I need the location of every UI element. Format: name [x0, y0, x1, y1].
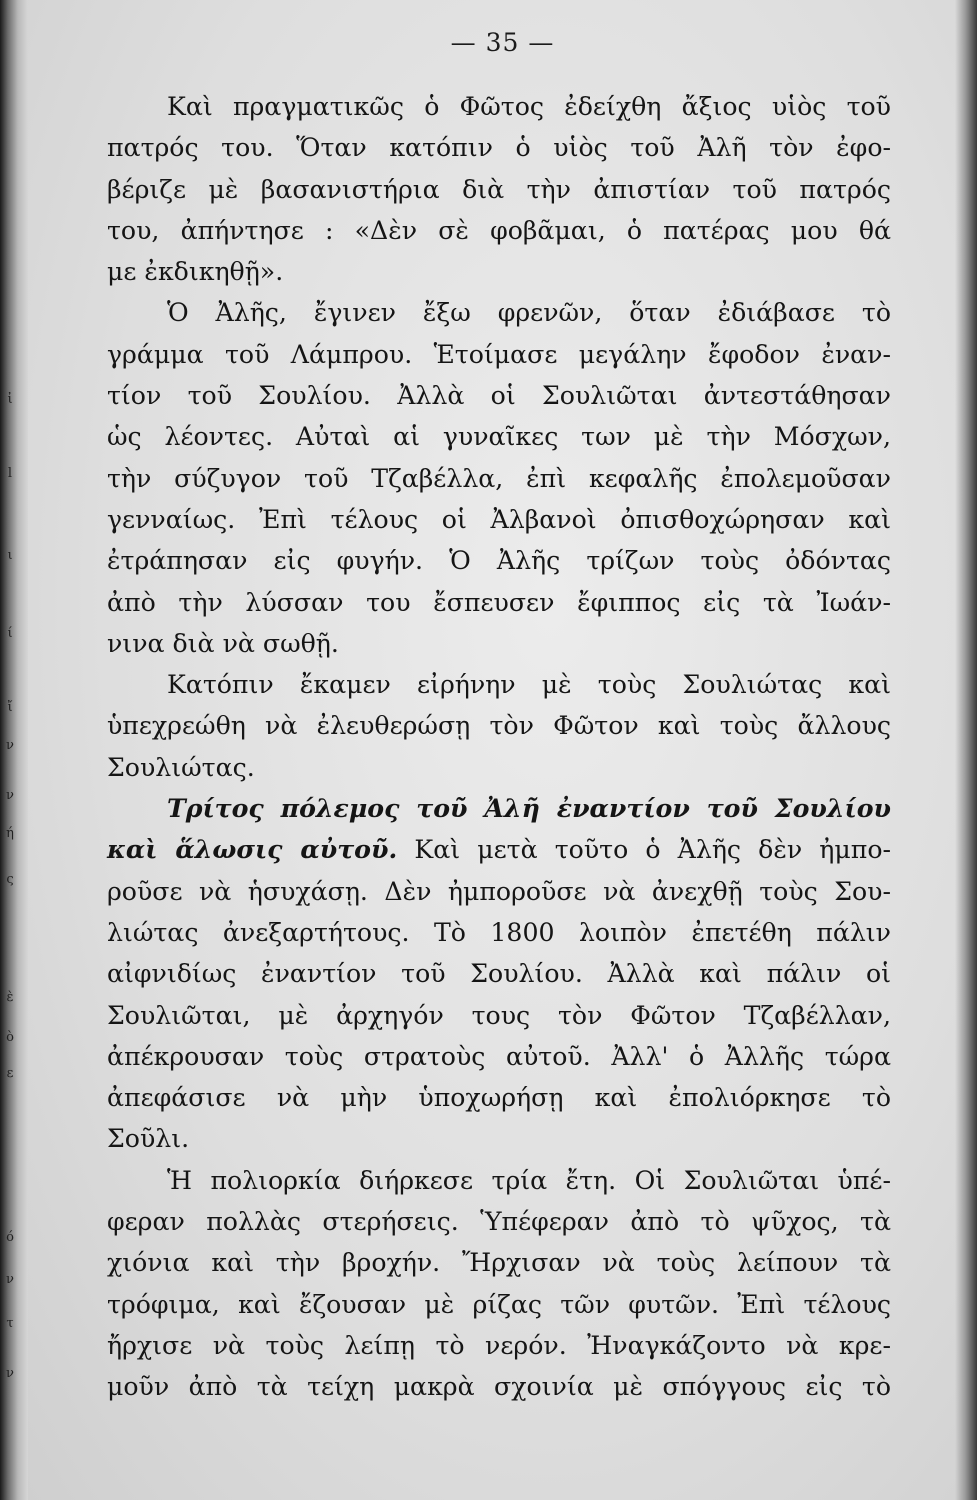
text-line: ἀπὸ τὴν λύσσαν του ἔσπευσεν ἔφιππος εἰς τὰ Ἰωάν-	[107, 587, 891, 617]
facing-page-fragment: ἴ	[7, 700, 13, 715]
paragraph-1	[107, 86, 891, 292]
section-heading: Τρίτος πόλεμος τοῦ Ἀλῆ ἐναντίον τοῦ Σουλίου	[167, 793, 891, 824]
facing-page-fragment: ὲ	[6, 990, 14, 1005]
text-line: νινα διὰ νὰ σωθῇ.	[107, 628, 339, 658]
text-line: ἐτράπησαν εἰς φυγήν. Ὁ Ἀλῆς τρίζων τοὺς ὀδόντας	[107, 546, 891, 576]
text-line: τὴν σύζυγον τοῦ Τζαβέλλα, ἐπὶ κεφαλῆς ἐπολεμοῦσαν	[107, 463, 891, 493]
text-line: του, ἀπήντησε : «Δὲν σὲ φοβᾶμαι, ὁ πατέρας μου θά	[107, 215, 891, 245]
text-line: ἀπεφάσισε νὰ μὴν ὑποχωρήσῃ καὶ ἐπολιόρκησε τὸ	[107, 1083, 891, 1113]
facing-page-fragment: ἰ	[7, 392, 13, 407]
text-line: τίον τοῦ Σουλίου. Ἀλλὰ οἱ Σουλιῶται ἀντεστάθησαν	[107, 381, 891, 411]
facing-page-fragment: ν	[6, 1366, 14, 1381]
text-line: γενναίως. Ἐπὶ τέλους οἱ Ἀλβανοὶ ὀπισθοχώρησαν καὶ	[107, 504, 891, 534]
text-line: ἤρχισε νὰ τοὺς λείπῃ τὸ νερόν. Ἠναγκάζοντο νὰ κρε-	[107, 1330, 891, 1360]
text-line: λιώτας ἀνεξαρτήτους. Τὸ 1800 λοιπὸν ἐπετέθη πάλιν	[107, 917, 891, 947]
text-run: Καὶ μετὰ τοῦτο ὁ Ἀλῆς δὲν ἠμπο-	[397, 835, 891, 865]
page-number: — 35 —	[450, 28, 555, 57]
text-line: χιόνια καὶ τὴν βροχήν. Ἤρχισαν νὰ τοὺς λείπουν τὰ	[107, 1248, 891, 1278]
text-line: φεραν πολλὰς στερήσεις. Ὑπέφεραν ἀπὸ τὸ ψῦχος, τὰ	[107, 1207, 891, 1237]
text-line: Σουλιώτας.	[107, 752, 255, 782]
text-line: Καὶ πραγματικῶς ὁ Φῶτος ἐδείχθη ἄξιος υἱὸς τοῦ	[167, 92, 891, 121]
text-line: Κατόπιν ἔκαμεν εἰρήνην μὲ τοὺς Σουλιώτας καὶ	[167, 670, 891, 700]
facing-page-fragments	[2, 0, 22, 1500]
book-page	[28, 0, 977, 1500]
facing-page-fragment: ή	[6, 826, 14, 841]
section-heading-line	[107, 829, 891, 870]
text-line: Σοῦλι.	[107, 1124, 190, 1154]
section-heading-continued: καὶ ἅλωσις αὐτοῦ.	[107, 834, 398, 865]
text-line: αἰφνιδίως ἐναντίον τοῦ Σουλίου. Ἀλλὰ καὶ πάλιν οἱ	[107, 959, 891, 989]
text-line: ὡς λέοντες. Αὐταὶ αἱ γυναῖκες των μὲ τὴν Μόσχων,	[107, 422, 891, 452]
text-line: με ἐκδικηθῇ».	[107, 257, 284, 287]
text-line: ροῦσε νὰ ἡσυχάσῃ. Δὲν ἠμποροῦσε νὰ ἀνεχθῇ τοὺς Σου-	[107, 876, 891, 906]
facing-page-fragment: τ	[6, 1316, 14, 1331]
body-text	[107, 86, 891, 1408]
text-line: ὑπεχρεώθη νὰ ἐλευθερώσῃ τὸν Φῶτον καὶ τοὺς ἄλλους	[107, 711, 891, 741]
paragraph-3	[107, 664, 891, 788]
page-edge-shadow	[955, 0, 977, 1500]
facing-page-fragment: l	[7, 466, 13, 481]
facing-page-fragment: ν	[6, 738, 14, 753]
facing-page-fragment: ν	[6, 788, 14, 803]
facing-page-fragment: ό	[6, 1230, 14, 1245]
text-line: Ὁ Ἀλῆς, ἔγινεν ἔξω φρενῶν, ὅταν ἐδιάβασε τὸ	[167, 298, 891, 328]
facing-page-fragment: ς	[6, 872, 14, 887]
facing-page-fragment: ι	[7, 548, 13, 563]
paragraph-4	[107, 788, 891, 1160]
text-line: Ἡ πολιορκία διήρκεσε τρία ἔτη. Οἱ Σουλιῶται ὑπέ-	[167, 1165, 891, 1195]
paragraph-2	[107, 292, 891, 664]
facing-page-fragment: ὸ	[6, 1030, 14, 1045]
paragraph-5	[107, 1160, 891, 1408]
text-line: Σουλιῶται, μὲ ἀρχηγόν τους τὸν Φῶτον Τζαβέλλαν,	[107, 1000, 891, 1030]
text-line: βέριζε μὲ βασανιστήρια διὰ τὴν ἀπιστίαν τοῦ πατρός	[107, 174, 891, 204]
text-line: γράμμα τοῦ Λάμπρου. Ἑτοίμασε μεγάλην ἔφοδον ἐναν-	[107, 339, 891, 369]
text-line: μοῦν ἀπὸ τὰ τείχη μακρὰ σχοινία μὲ σπόγγους εἰς τὸ	[107, 1372, 891, 1402]
facing-page-fragment: ί	[7, 626, 13, 641]
section-heading-line	[107, 788, 891, 829]
text-line: ἀπέκρουσαν τοὺς στρατοὺς αὐτοῦ. Ἀλλ' ὁ Ἀλλῆς τώρα	[107, 1041, 891, 1071]
text-line: πατρός του. Ὅταν κατόπιν ὁ υἱὸς τοῦ Ἀλῆ τὸν ἐφο-	[107, 133, 891, 163]
facing-page-fragment: ε	[6, 1066, 14, 1081]
facing-page-fragment: ν	[6, 1272, 14, 1287]
text-line: τρόφιμα, καὶ ἔζουσαν μὲ ρίζας τῶν φυτῶν. Ἐπὶ τέλους	[107, 1289, 891, 1319]
